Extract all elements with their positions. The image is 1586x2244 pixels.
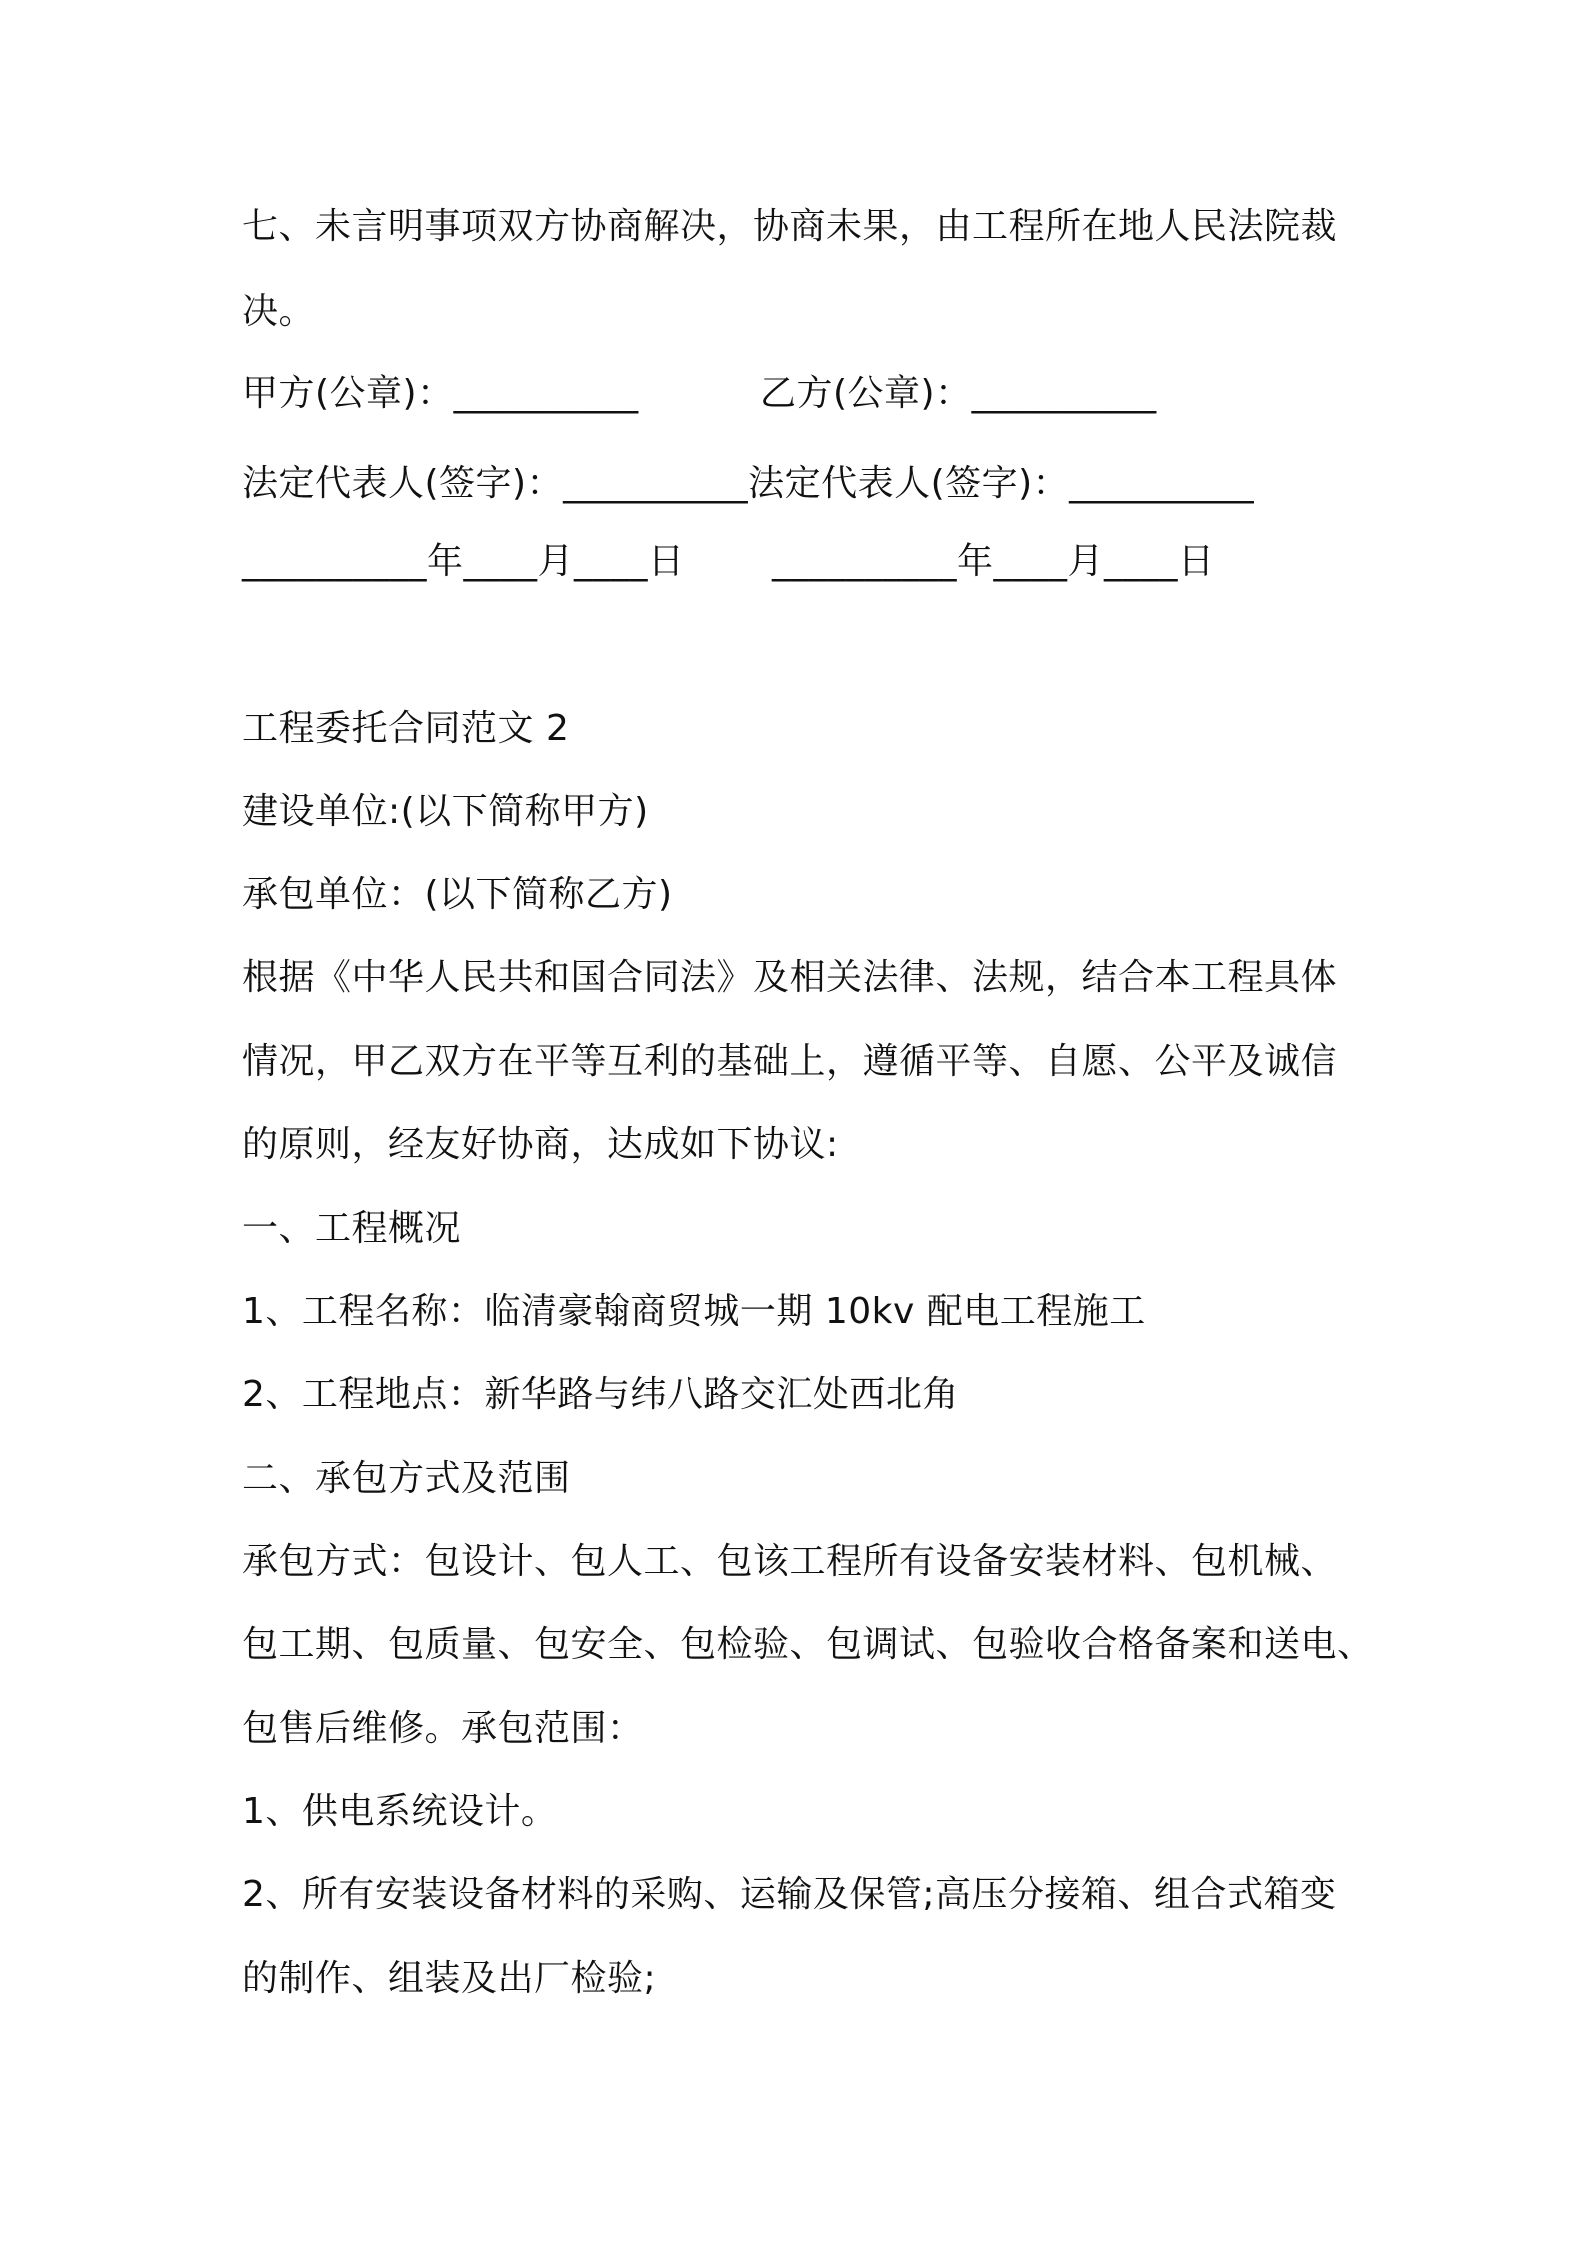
date-party-a: __________年____月____日 [242,541,685,582]
preamble-line-1: 根据《中华人民共和国合同法》及相关法律、法规，结合本工程具体 [242,957,1338,998]
section7-line-1: 七、未言明事项双方协商解决，协商未果，由工程所在地人民法院裁 [242,206,1338,247]
scope-item-2-line-2: 的制作、组装及出厂检验; [242,1958,657,1999]
scope-item-2-line-1: 2、所有安装设备材料的采购、运输及保管;高压分接箱、组合式箱变 [242,1874,1337,1915]
project-name: 1、工程名称：临清豪翰商贸城一期 10kv 配电工程施工 [242,1291,1146,1332]
party-b-seal: 乙方(公章)：__________ [760,373,1157,414]
contractor-unit: 承包单位：(以下简称乙方) [242,874,673,915]
section7-line-2: 决。 [242,291,316,332]
scope-item-1: 1、供电系统设计。 [242,1791,558,1832]
preamble-line-3: 的原则，经友好协商，达成如下协议: [242,1124,839,1165]
preamble-line-2: 情况，甲乙双方在平等互利的基础上，遵循平等、自愿、公平及诚信 [242,1041,1338,1082]
legal-rep-signatures: 法定代表人(签字)：__________法定代表人(签字)：__________ [242,463,1255,504]
section2-heading: 二、承包方式及范围 [242,1458,571,1499]
project-location: 2、工程地点：新华路与纬八路交汇处西北角 [242,1374,959,1415]
party-a-seal: 甲方(公章)：__________ [242,373,639,414]
contract-title: 工程委托合同范文 2 [242,708,570,749]
date-party-b: __________年____月____日 [772,541,1215,582]
builder-unit: 建设单位:(以下简称甲方) [242,791,649,832]
contract-method-line-2: 包工期、包质量、包安全、包检验、包调试、包验收合格备案和送电、 [242,1624,1374,1665]
contract-method-line-3: 包售后维修。承包范围： [242,1708,644,1749]
section1-heading: 一、工程概况 [242,1208,462,1249]
contract-method-line-1: 承包方式：包设计、包人工、包该工程所有设备安装材料、包机械、 [242,1541,1338,1582]
